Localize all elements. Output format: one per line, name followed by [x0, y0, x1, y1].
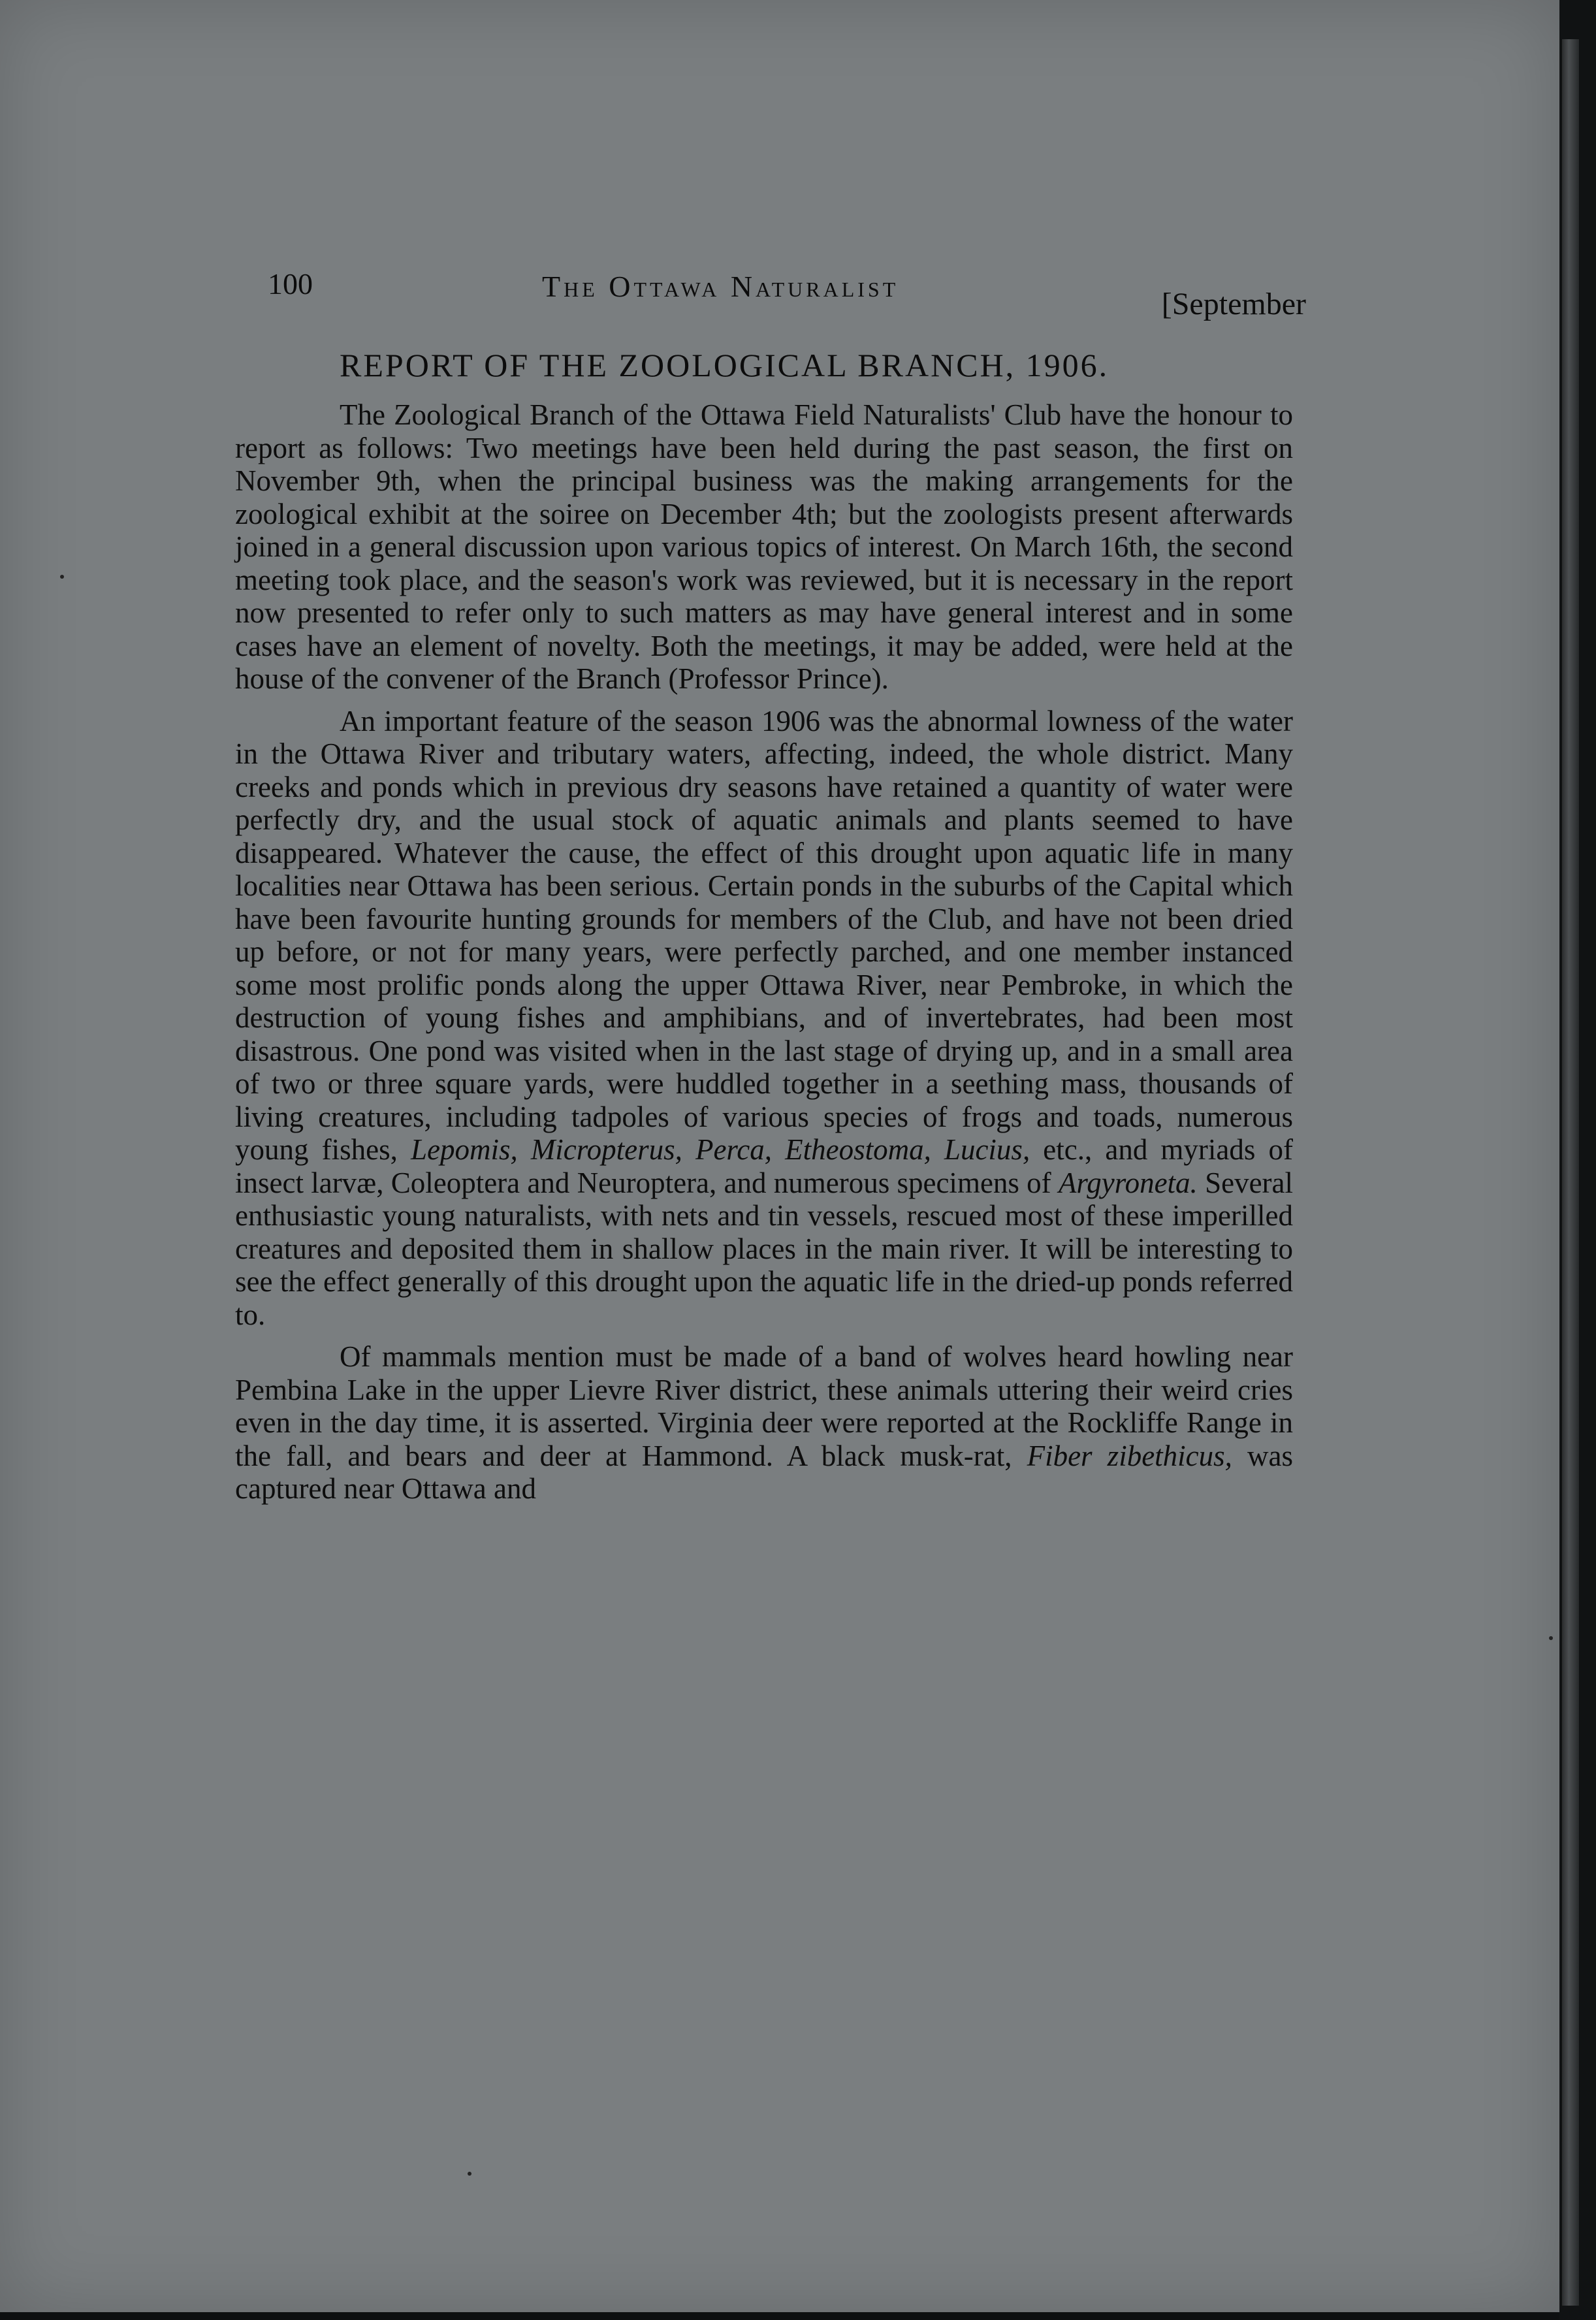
journal-title: The Ottawa Naturalist — [542, 270, 899, 303]
paragraph — [235, 398, 1293, 696]
text-run: was captured near Ottawa and — [235, 1439, 1293, 1505]
page-number: 100 — [268, 267, 313, 300]
scan-speck — [468, 2172, 471, 2176]
paragraph — [235, 705, 1293, 1332]
scan-speck — [1549, 1636, 1553, 1640]
text-run: Several enthusiastic young naturalists, with nets and tin vessels, rescued most of these imperilled creatures and deposited them in shallow places in the main river. It will be interesting to see the effect generally of this drought upon the aquatic life in the dried-up ponds referred to. — [235, 1166, 1294, 1331]
text-run: etc., and myriads of insect larvæ, Coleoptera and Neuroptera, and numerous specimens of — [235, 1133, 1293, 1199]
issue-month: [September — [1161, 287, 1306, 321]
italic-run: Lepomis, Micropterus, Perca, Etheostoma, Lucius, — [410, 1133, 1030, 1166]
text-run: The Zoological Branch of the Ottawa Field Naturalists' Club have the honour to report as follows: Two meetings have been held during the past season, the first on November 9th, when the principal business was the making arrangements for the zoological exhibit at the soiree on December 4th; but the zoologists present afterwards joined in a general discussion upon various topics of interest. On March 16th, the second meeting took place, and the season's work was reviewed, but it is necessary in the report now presented to refer only to such matters as may have general interest and in some cases have an element of novelty. Both the meetings, it may be added, were held at the house of the convener of the Branch (Professor Prince). — [235, 398, 1293, 695]
text-run: Of mammals mention must be made of a band of wolves heard howling near Pembina Lake in the upper Lievre River district, these animals uttering their weird cries even in the day time, it is asserted. Virginia deer were reported at the Rockliffe Range in the fall, and bears and deer at Hammond. A black musk-rat, — [235, 1340, 1293, 1472]
paragraph — [235, 1340, 1293, 1506]
italic-run: Fiber zibethicus, — [1027, 1439, 1232, 1472]
article-body — [235, 398, 1293, 1515]
book-spine-edge — [1562, 39, 1579, 2306]
running-header — [268, 261, 1306, 333]
text-run: An important feature of the season 1906 was the abnormal lowness of the water in the Ottawa River and tributary waters, affecting, indeed, the whole district. Many creeks and ponds which in previous dry seasons have retained a quantity of water were perfectly dry, and the usual stock of aquatic animals and plants seemed to have disappeared. Whatever the cause, the effect of this drought upon aquatic life in many localities near Ottawa has been serious. Certain ponds in the suburbs of the Capital which have been favourite hunting grounds for members of the Club, and have not been dried up before, or not for many years, were perfectly parched, and one member instanced some most prolific ponds along the upper Ottawa River, near Pembroke, in which the destruction of young fishes and amphibians, and of invertebrates, had been most disastrous. One pond was visited when in the last stage of drying up, and in a small area of two or three square yards, were huddled together in a seething mass, thousands of living creatures, including tadpoles of various species of frogs and toads, numerous young fishes, — [235, 704, 1293, 1166]
italic-run: Argyroneta. — [1058, 1166, 1198, 1199]
scan-speck — [60, 575, 64, 579]
article-title: REPORT OF THE ZOOLOGICAL BRANCH, 1906. — [340, 347, 1109, 383]
